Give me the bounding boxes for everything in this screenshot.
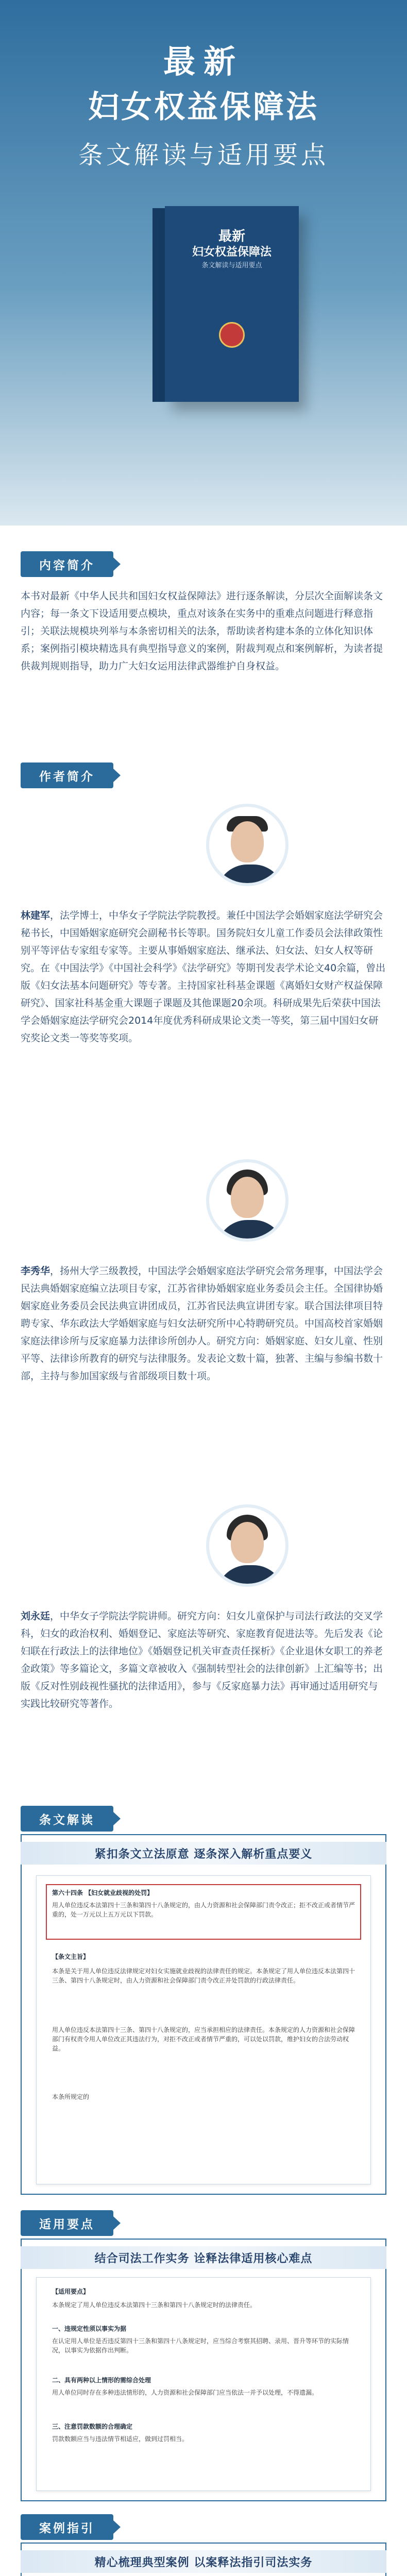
author-3-bio (21, 1607, 386, 1713)
application-subtext-1: 在认定用人单位是否违反第四十三条和第四十八条规定时，应当综合考察其招聘、录用、晋升等环节的实际情况，以事实为依据作出判断。 (52, 2337, 349, 2354)
emblem-icon (219, 322, 245, 348)
application-paper (36, 2277, 371, 2491)
provision-sub-title: 【条文主旨】 (52, 1953, 90, 1960)
author-2-text: ，扬州大学三级教授，中国法学会婚姻家庭法学研究会常务理事，中国法学会民法典婚姻家庭编立法项目专家，江苏省律协婚姻家庭业务委员会主任。全国律协婚姻家庭业务委员会民法典宣讲团成员，江苏省民法典宣讲团专家。联合国法律项目特聘专家、华东政法大学婚姻家庭与妇女法研究所中心特聘研究员。中国高校首家婚姻家庭法律诊所与反家庭暴力法律诊所创办人。研究方向：婚姻家庭、妇女儿童、性别平等、法律诊所教育的研究与法律服务。发表论文数十篇，独著、主编与参编书数十部，主持与参加国家级与省部级项目数十项。 (21, 1265, 383, 1382)
author-1-bio (21, 907, 386, 1047)
author-3-name: 刘永廷 (21, 1611, 50, 1622)
author-3-text: ，中华女子学院法学院讲师。研究方向：妇女儿童保护与司法行政法的交叉学科，妇女的政治权利、婚姻登记、家庭法等研究、家庭教育促进法等。先后发表《论妇联在行政法上的法律地位》《婚姻登记机关审查责任探析》《企业退休女职工的养老金政策》等多篇论文，多篇文章被收入《强制转型社会的法律创新》上汇编等书；出版《反对性别歧视性骚扰的法律适用》，参与《反家庭暴力法》再审通过适用研究与实践比较研究等著作。 (21, 1611, 383, 1709)
book-cover (165, 206, 299, 402)
application-subtext-3: 罚款数额应当与违法情节相适应，做到过罚相当。 (52, 2435, 189, 2443)
author-1-text: ，法学博士，中华女子学院法学院教授。兼任中国法学会婚姻家庭法学研究会秘书长，中国婚姻家庭研究会副秘书长等职。国务院妇女儿童工作委员会法律政策性别平等评估专家组专家等。主要从事婚姻家庭法、继承法、妇女法、妇女人权等研究。在《中国法学》《中国社会科学》《法学研究》等期刊发表学术论文40余篇，曾出版《妇女法基本问题研究》等专著。主持国家社科基金课题《离婚妇女财产权益保障研究》、国家社科基金重大课题子课题及其他课题20余项。科研成果先后荣获中国法学会婚姻家庭法学研究会2014年度优秀科研成果论文类一等奖，第三届中国妇女研究奖论文类一等奖等奖项。 (21, 910, 386, 1044)
author-3-avatar (206, 1504, 289, 1587)
book-spine (152, 208, 166, 402)
cases-banner: 精心梳理典型案例 以案释法指引司法实务 (21, 2550, 386, 2573)
author-2-bio (21, 1262, 386, 1385)
author-2-name: 李秀华 (21, 1265, 50, 1277)
application-subhead-1: 一、违规定性须以事实为据 (52, 2325, 127, 2332)
author-1-name: 林建军 (21, 910, 50, 921)
hero-subtitle: 条文解读与适用要点 (78, 141, 329, 170)
provisions-paper (36, 1875, 371, 2184)
provision-paragraph-2: 用人单位违反本法第四十三条、第四十八条规定的，应当承担相应的法律责任。本条规定的人力资源和社会保障部门有权责令用人单位改正其违法行为，对拒不改正或者情节严重的，可以处以罚款，维护妇女的合法劳动权益。 (52, 2026, 355, 2052)
application-subhead-2: 二、具有两种以上情形的需综合处理 (52, 2377, 151, 2384)
book-title-1: 最新 (218, 229, 245, 244)
provisions-banner: 紧扣条文立法原意 逐条深入解析重点要义 (21, 1842, 386, 1865)
hero-title-line2: 妇女权益保障法 (88, 89, 319, 125)
provision-box-text: 用人单位违反本法第四十三条和第四十八条规定的，由人力资源和社会保障部门责令改正；拒不改正或者情节严重的，处一万元以上五万元以下罚款。 (52, 1902, 355, 1918)
author-2-avatar (206, 1159, 289, 1242)
provision-box-title: 第六十四条 【妇女就业歧视的处罚】 (52, 1889, 154, 1896)
application-subtext-2: 用人单位同时存在多种违法情形的，人力资源和社会保障部门应当依法一并予以处理，不得遗漏。 (52, 2389, 318, 2396)
section-tag-intro: 内容简介 (21, 551, 113, 577)
provision-paragraph-3: 本条所规定的 (52, 2093, 90, 2100)
application-head: 【适用要点】 (52, 2288, 90, 2295)
application-paragraph-1: 本条规定了用人单位违反本法第四十三条和第四十八条规定时的法律责任。 (52, 2301, 257, 2309)
book-title-3: 条文解读与适用要点 (201, 262, 262, 269)
section-tag-provisions: 条文解读 (21, 1806, 113, 1832)
hero-title-line1: 最新 (163, 43, 244, 80)
provision-paragraph-1: 本条是关于用人单位违反法律规定对妇女实施就业歧视的法律责任的规定。本条规定了用人单位违反本法第四十三条、第四十八条规定时，由人力资源和社会保障部门责令改正并处罚款的行政法律责任。 (52, 1968, 355, 1984)
application-banner: 结合司法工作实务 诠释法律适用核心难点 (21, 2246, 386, 2269)
book-title-2: 妇女权益保障法 (192, 245, 272, 259)
application-subhead-3: 三、注意罚款数额的合理确定 (52, 2423, 133, 2430)
intro-text: 本书对最新《中华人民共和国妇女权益保障法》进行逐条解读，分层次全面解读条文内容；每一条文下设适用要点模块，重点对该条在实务中的重难点问题进行释意指引；关联法规模块列举与本条密切相关的法条，帮助读者构建本条的立体化知识体系；案例指引模块精选具有典型指导意义的案例，附裁判观点和案例解析，为读者提供裁判规则指导，助力广大妇女运用法律武器维护自身权益。 (21, 590, 383, 672)
author-1-avatar (206, 804, 289, 886)
section-tag-authors: 作者简介 (21, 762, 113, 788)
section-tag-cases: 案例指引 (21, 2514, 113, 2540)
hero-banner (0, 0, 407, 526)
section-tag-application: 适用要点 (21, 2210, 113, 2236)
